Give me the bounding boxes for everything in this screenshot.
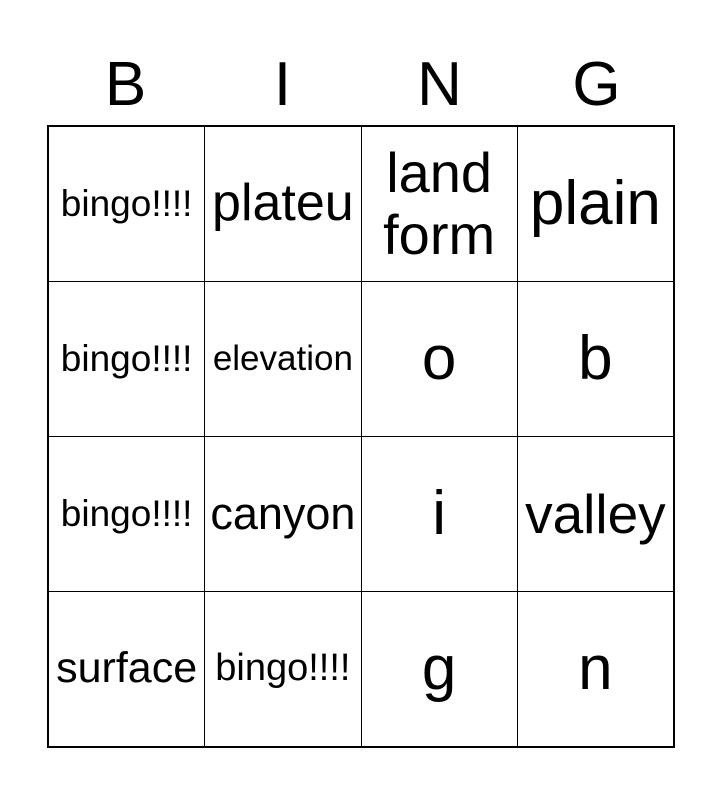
cell-r2c2[interactable] — [205, 282, 360, 436]
cell-r3c1[interactable] — [49, 437, 204, 591]
header-letter-g: G — [572, 50, 621, 119]
cell-text-r1c1: bingo!!!! — [60, 182, 193, 224]
cell-text-r2c1: bingo!!!! — [60, 337, 193, 379]
cell-text-r1c3: land form — [383, 141, 496, 266]
bingo-grid — [47, 125, 675, 748]
cell-r4c2[interactable] — [205, 592, 360, 746]
cell-text-r1c2: plateu — [212, 174, 354, 233]
header-letter-i: I — [273, 50, 292, 119]
bingo-card — [47, 45, 675, 748]
bingo-header — [47, 45, 675, 125]
cell-text-r3c1: bingo!!!! — [60, 492, 193, 534]
cell-text-r4c3: g — [421, 633, 457, 703]
cell-r4c3[interactable] — [362, 592, 517, 746]
cell-text-r3c3: i — [432, 478, 447, 548]
cell-text-r2c2: elevation — [212, 338, 353, 378]
cell-text-r3c4: valley — [525, 482, 666, 545]
cell-r2c1[interactable] — [49, 282, 204, 436]
cell-r2c3[interactable] — [362, 282, 517, 436]
cell-r4c4[interactable] — [518, 592, 673, 746]
cell-text-r3c2: canyon — [210, 488, 356, 540]
cell-text-r2c3: o — [421, 323, 457, 393]
cell-text-r4c2: bingo!!!! — [215, 647, 351, 690]
cell-r3c2[interactable] — [205, 437, 360, 591]
cell-r1c4[interactable] — [518, 127, 673, 281]
cell-r1c3[interactable] — [362, 127, 517, 281]
cell-text-r4c1: surface — [56, 644, 198, 693]
cell-r4c1[interactable] — [49, 592, 204, 746]
cell-r3c4[interactable] — [518, 437, 673, 591]
cell-r1c2[interactable] — [205, 127, 360, 281]
cell-r2c4[interactable] — [518, 282, 673, 436]
header-letter-b: B — [104, 50, 147, 119]
cell-r3c3[interactable] — [362, 437, 517, 591]
cell-text-r4c4: n — [578, 633, 613, 703]
cell-text-r1c4: plain — [529, 168, 661, 238]
cell-r1c1[interactable] — [49, 127, 204, 281]
cell-text-r2c4: b — [578, 323, 613, 393]
header-letter-n: N — [417, 50, 462, 119]
